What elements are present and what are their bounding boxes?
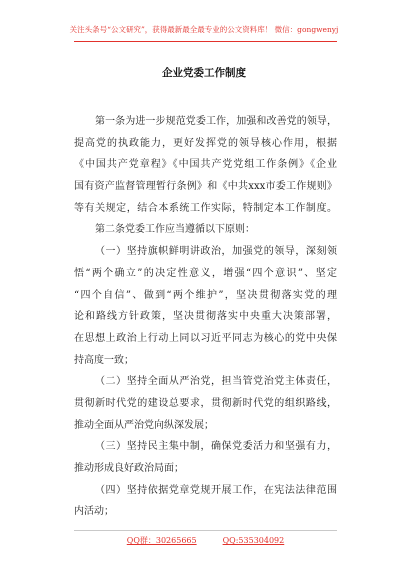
text-line: 推动全面从严治党向纵深发展；	[74, 419, 214, 431]
text-line: 悟“两个确立”的决定性意义，增强“四个意识”、坚定	[74, 267, 337, 279]
principle-1-item	[74, 241, 337, 371]
text-line: 持高度一致；	[74, 354, 134, 366]
principle-3-item	[74, 436, 337, 479]
footer-qq-group: QQ群：30265665	[126, 536, 197, 545]
text-line: 推动形成良好政治局面；	[74, 463, 184, 474]
text-line: 《中国共产党章程》《中国共产党党组工作条例》《企业	[74, 159, 337, 171]
text-line: 等有关规定，结合本系统工作实际，特制定本工作制度。	[74, 202, 337, 214]
text-line: （四）坚持依据党章党规开展工作，在宪法法律范围	[95, 484, 337, 496]
document-body	[74, 111, 337, 523]
text-line: 论和路线方针政策，坚决贯彻落实中央重大决策部署，	[74, 311, 337, 323]
article-1-paragraph	[74, 111, 337, 219]
header-notice: 关注头条号“公文研究”，获得最新最全最专业的公文资料库！ 微信：gongwenyj	[69, 25, 339, 34]
text-line: 内活动；	[74, 506, 114, 518]
footer-divider	[74, 530, 337, 531]
text-line: 国有资产监督管理暂行条例》和《中共xxx市委工作规则》	[74, 181, 337, 193]
text-line: 第二条党委工作应当遵循以下原则：	[95, 224, 255, 236]
text-line: 贯彻新时代党的建设总要求，贯彻新时代党的组织路线，	[74, 397, 337, 409]
footer-contact	[74, 534, 337, 548]
text-line: （一）坚持旗帜鲜明讲政治，加强党的领导，深刻领	[95, 246, 337, 258]
principle-2-item	[74, 371, 337, 436]
principle-4-item	[74, 480, 337, 523]
text-line: 在思想上政治上行动上同以习近平同志为核心的党中央保	[74, 332, 337, 344]
header-divider	[74, 41, 337, 42]
article-2-paragraph	[74, 219, 337, 241]
text-line: “四个自信”、做到“两个维护”，坚决贯彻落实党的理	[74, 289, 337, 301]
text-line: （二）坚持全面从严治党，担当管党治党主体责任，	[95, 376, 337, 388]
footer-qq-number: QQ:535304092	[222, 536, 285, 545]
document-title: 企业党委工作制度	[162, 67, 246, 79]
text-line: （三）坚持民主集中制，确保党委活力和坚强有力，	[95, 441, 337, 453]
text-line: 第一条为进一步规范党委工作，加强和改善党的领导，	[95, 116, 337, 127]
text-line: 提高党的执政能力，更好发挥党的领导核心作用，根据	[74, 137, 337, 149]
